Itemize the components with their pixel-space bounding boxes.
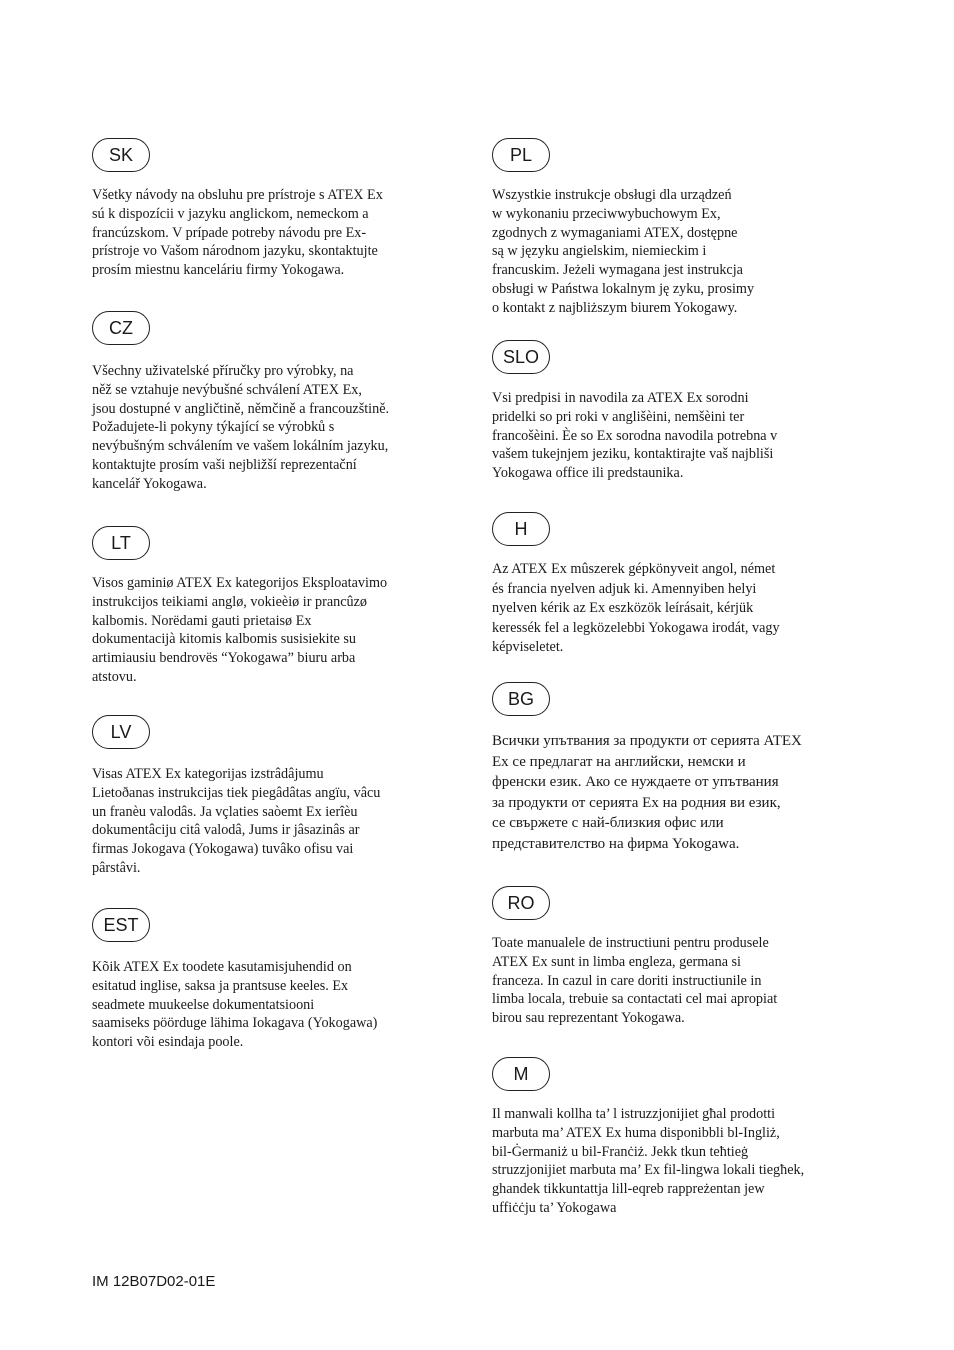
section-est-text: Kõik ATEX Ex toodete kasutamisjuhendid on esitatud inglise, saksa ja prantsuse keeles. Ex seadmete muukeelse dokumentatsiooni saamiseks pöörduge lähima Iokagava (Yokogawa) kontori või esindaja poole. (92, 959, 378, 1051)
language-badge-sk: SK (92, 138, 150, 172)
language-badge-lv: LV (92, 715, 150, 749)
language-badge-lt: LT (92, 526, 150, 560)
language-badge-cz: CZ (92, 311, 150, 345)
language-badge-bg: BG (492, 682, 550, 716)
section-bg-text: Всички упътвания за продукти от серията ATEX Ex се предлагат на английски, немски и френски език. Ако се нуждаете от упътвания за продукти от серията Ex на родния ви език, се свържете с най-близкия офис или представителство на фирма Yokogawa. (492, 733, 802, 852)
language-badge-pl: PL (492, 138, 550, 172)
language-badge-h: H (492, 512, 550, 546)
language-badge-est: EST (92, 908, 150, 942)
section-sk-text: Všetky návody na obsluhu pre prístroje s ATEX Ex sú k dispozícii v jazyku anglickom, nemeckom a francúzskom. V prípade potreby návodu pre Ex- prístroje vo Vašom národnom jazyku, skontaktujte prosím miestnu kanceláriu firmy Yokogawa. (92, 187, 383, 279)
language-badge-m: M (492, 1057, 550, 1091)
language-badge-slo: SLO (492, 340, 550, 374)
section-lt-text: Visos gaminiø ATEX Ex kategorijos Eksploatavimo instrukcijos teikiami anglø, vokieèiø ir prancûzø kalbomis. Norëdami gauti prietaisø Ex dokumentacijà kitomis kalbomis susisiekite su artimiausiu bendrovës “Yokogawa” biuru arba atstovu. (92, 575, 388, 685)
section-ro-text: Toate manualele de instructiuni pentru produsele ATEX Ex sunt in limba engleza, germana si franceza. In cazul in care doriti instructiunile in limba locala, trebuie sa contactati cel mai apropiat birou sau reprezentant Yokogawa. (492, 935, 778, 1027)
section-m-text: Il manwali kollha ta’ l istruzzjonijiet għal prodotti marbuta ma’ ATEX Ex huma disponibbli bl-Ingliż, bil-Ġermaniż u bil-Franċiż. Jekk tkun teħtieġ struzzjonijiet marbuta ma’ Ex fil-lingwa lokali tiegħek, ghandek tikkuntattja lill-eqreb rappreżentan jew uffiċċju ta’ Yokogawa (492, 1106, 805, 1216)
section-slo-text: Vsi predpisi in navodila za ATEX Ex sorodni pridelki so pri roki v anglišèini, nemšèini ter francošèini. Èe so Ex sorodna navodila potrebna v vašem tukejnjem jeziku, kontaktirajte vaš najbliši Yokogawa office ili predstaunika. (492, 390, 778, 482)
section-pl-text: Wszystkie instrukcje obsługi dla urządzeń w wykonaniu przeciwwybuchowym Ex, zgodnych z wymaganiami ATEX, dostępne są w języku angielskim, niemieckim i francuskim. Jeżeli wymagana jest instrukcja obsługi w Państwa lokalnym ję zyku, prosimy o kontakt z najbliższym biurem Yokogawy. (492, 187, 755, 316)
document-number: IM 12B07D02-01E (92, 1273, 216, 1290)
section-lv-text: Visas ATEX Ex kategorijas izstrâdâjumu Lietoðanas instrukcijas tiek piegâdâtas angïu, vâcu un franèu valodâs. Ja vçlaties saòemt Ex ierîèu dokumentâciju citâ valodâ, Jums ir jâsazinâs ar firmas Jokogava (Yokogawa) tuvâko ofisu vai pârstâvi. (92, 766, 381, 876)
section-h-text: Az ATEX Ex mûszerek gépkönyveit angol, német és francia nyelven adjuk ki. Amennyiben helyi nyelven kérik az Ex eszközök leírásait, kérjük keressék fel a legközelebbi Yokogawa irodát, vagy képviseletet. (492, 561, 780, 655)
section-cz-text: Všechny uživatelské příručky pro výrobky, na něž se vztahuje nevýbušné schválení ATEX Ex, jsou dostupné v angličtině, němčině a francouzštině. Požadujete-li pokyny týkající se výrobků s nevýbušným schválením ve vašem lokálním jazyku, kontaktujte prosím vaši nejbližší reprezentační kancelář Yokogawa. (92, 363, 390, 492)
language-badge-ro: RO (492, 886, 550, 920)
